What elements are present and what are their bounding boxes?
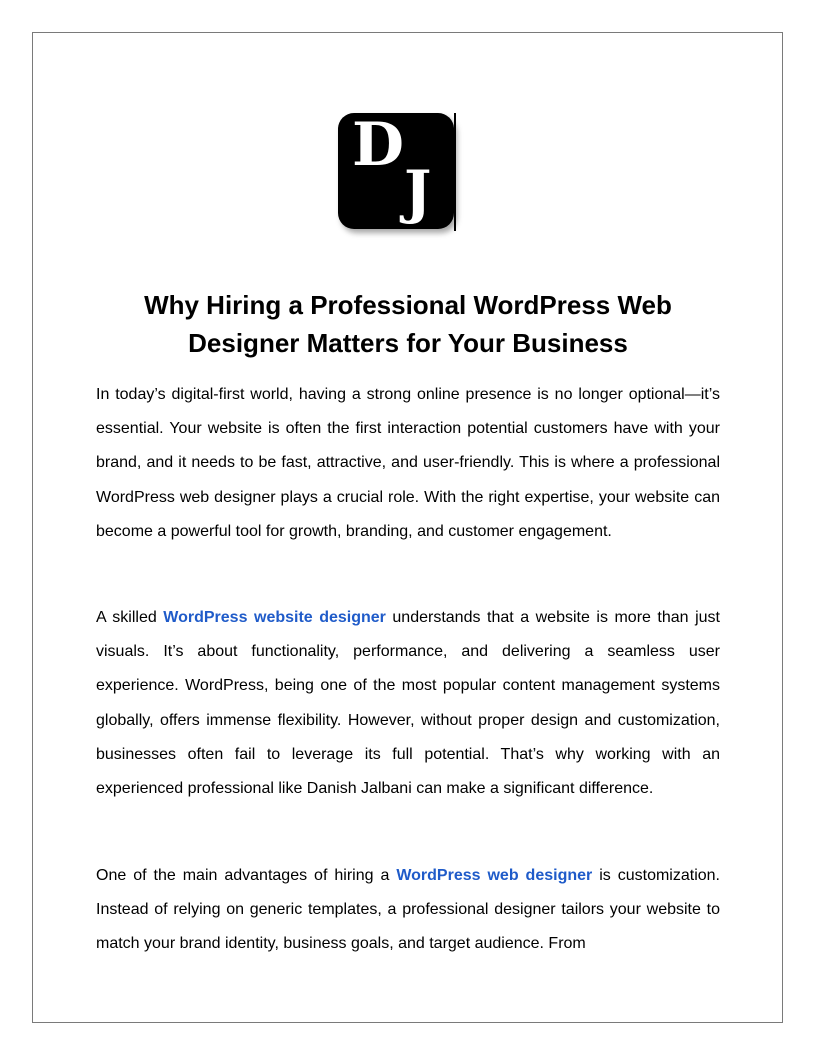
paragraph-text: is customization. Instead of relying on generic templates, a professional designer tailors your website to match your brand identity, business goals, and target audience. From xyxy=(96,867,720,953)
wordpress-web-designer-link[interactable]: WordPress web designer xyxy=(396,867,593,884)
logo-letter-d: D xyxy=(352,110,405,180)
paragraph-customization xyxy=(96,859,720,962)
dj-logo xyxy=(338,110,458,233)
logo-edge-bar xyxy=(454,113,456,231)
wordpress-website-designer-link[interactable]: WordPress website designer xyxy=(163,609,386,626)
logo-letter-j: J xyxy=(404,158,432,226)
paragraph-text: A skilled xyxy=(96,609,164,626)
paragraph-text: understands that a website is more than just visuals. It’s about functionality, performance, and delivering a seamless user experience. WordPress, being one of the most popular content management systems globally, offers immense flexibility. However, without proper design and customization, businesses often fail to leverage its full potential. That’s why working with an experienced professional like Danish Jalbani can make a significant difference. xyxy=(96,609,720,798)
logo-box xyxy=(338,110,454,229)
paragraph-skilled-designer xyxy=(96,601,720,806)
document-title: Why Hiring a Professional WordPress Web Designer Matters for Your Business xyxy=(144,290,672,358)
paragraph-intro: In today’s digital-first world, having a strong online presence is no longer optional—it’s essential. Your website is often the first interaction potential customers have with your brand, and it needs to be fast, attractive, and user-friendly. This is where a professional WordPress web designer plays a crucial role. With the right expertise, your website can become a powerful tool for growth, branding, and customer engagement. xyxy=(96,386,720,540)
paragraph-text: One of the main advantages of hiring a xyxy=(96,867,397,884)
